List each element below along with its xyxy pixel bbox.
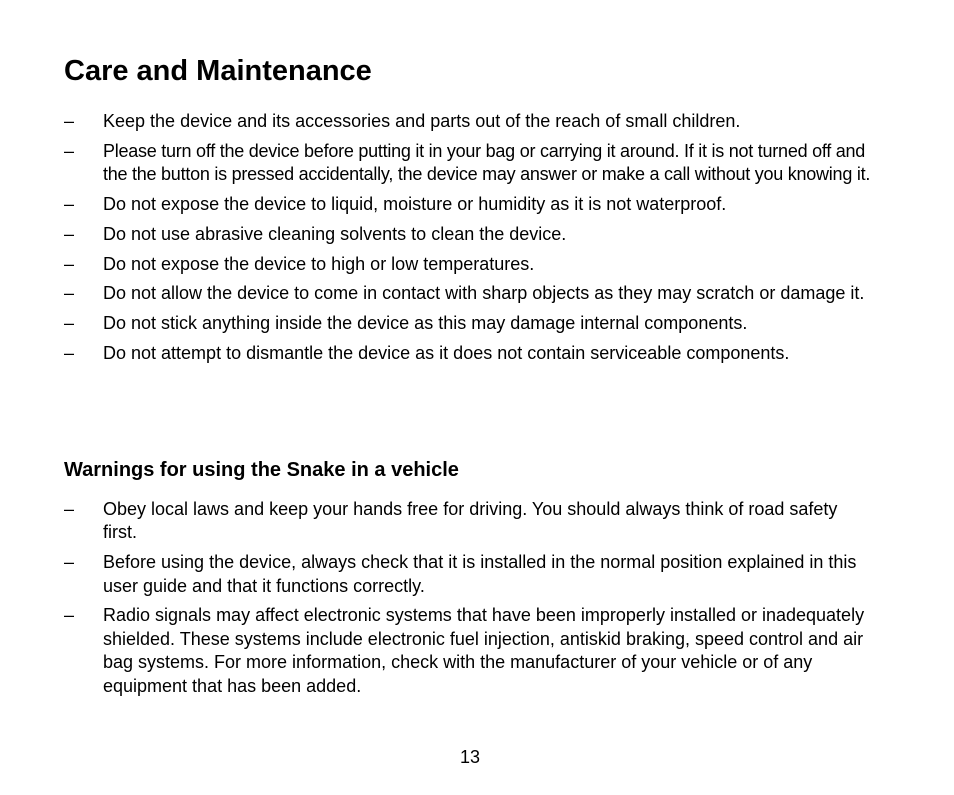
list-item bbox=[64, 253, 876, 276]
list-item-text: Do not allow the device to come in contact with sharp objects as they may scratch or damage it. bbox=[103, 283, 865, 304]
list-item-text: Radio signals may affect electronic systems that have been improperly installed or inadequately shielded. These systems include electronic fuel injection, antiskid braking, speed control and air bag systems. For more information, check with the manufacturer of your vehicle or of any equipment that has been added. bbox=[103, 605, 865, 696]
warnings-list bbox=[64, 498, 876, 704]
list-item bbox=[64, 312, 876, 335]
page-number: 13 bbox=[459, 747, 481, 767]
bullet-dash: – bbox=[64, 313, 75, 334]
list-item bbox=[64, 110, 876, 133]
bullet-dash: – bbox=[64, 111, 75, 131]
list-item-text: Please turn off the device before putting it in your bag or carrying it around. If it is not turned off and the the button is pressed accidentally, the device may answer or make a call without you knowing it. bbox=[103, 140, 871, 185]
list-item-text: Keep the device and its accessories and parts out of the reach of small children. bbox=[103, 111, 741, 131]
list-item-text: Do not expose the device to high or low temperatures. bbox=[103, 253, 535, 274]
list-item-text: Do not attempt to dismantle the device as it does not contain serviceable components. bbox=[103, 342, 790, 363]
list-item-text: Do not stick anything inside the device as this may damage internal components. bbox=[103, 313, 748, 334]
bullet-dash: – bbox=[64, 253, 75, 274]
list-item bbox=[64, 193, 876, 216]
bullet-dash: – bbox=[64, 499, 75, 519]
list-item-text: Do not expose the device to liquid, moisture or humidity as it is not waterproof. bbox=[103, 194, 727, 214]
bullet-dash: – bbox=[64, 140, 75, 161]
bullet-dash: – bbox=[64, 283, 75, 304]
bullet-dash: – bbox=[64, 605, 75, 626]
list-item bbox=[64, 604, 876, 698]
bullet-dash: – bbox=[64, 342, 75, 363]
section-title-care: Care and Maintenance bbox=[64, 55, 372, 87]
list-item bbox=[64, 551, 876, 598]
list-item bbox=[64, 223, 876, 246]
list-item bbox=[64, 282, 876, 305]
list-item-text: Do not use abrasive cleaning solvents to clean the device. bbox=[103, 223, 567, 244]
list-item-text: Obey local laws and keep your hands free for driving. You should always think of road safety first. bbox=[103, 499, 838, 543]
list-item-text: Before using the device, always check that it is installed in the normal position explained in this user guide and that it functions correctly. bbox=[103, 552, 857, 596]
bullet-dash: – bbox=[64, 552, 75, 573]
bullet-dash: – bbox=[64, 194, 75, 214]
care-list bbox=[64, 110, 876, 372]
list-item bbox=[64, 498, 876, 545]
list-item bbox=[64, 342, 876, 365]
bullet-dash: – bbox=[64, 223, 75, 244]
list-item bbox=[64, 140, 876, 187]
section-title-warnings: Warnings for using the Snake in a vehicle bbox=[64, 459, 459, 481]
